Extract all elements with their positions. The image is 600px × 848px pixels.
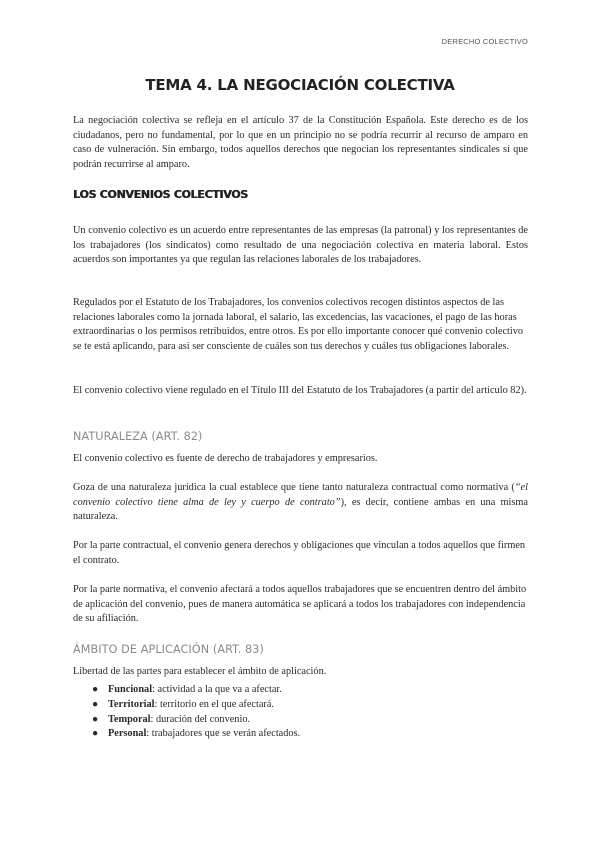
- page-title: TEMA 4. LA NEGOCIACIÓN COLECTIVA: [145, 76, 455, 94]
- list-item-term: Temporal: [108, 713, 151, 725]
- section-heading-convenios: LOS CONVENIOS COLECTIVOS: [73, 188, 248, 201]
- ambito-list: [92, 683, 300, 742]
- ambito-intro: [73, 665, 528, 680]
- naturaleza-p2-quote: “el convenio colectivo tiene alma de ley y cuerpo de contrato”: [73, 482, 528, 508]
- naturaleza-paragraph-2: [73, 481, 528, 525]
- convenios-paragraph-1: [73, 224, 528, 268]
- section-heading-ambito: ÁMBITO DE APLICACIÓN (ART. 83): [73, 643, 264, 656]
- running-header: DERECHO COLECTIVO: [441, 37, 528, 46]
- bullet-icon: ●: [92, 713, 99, 725]
- convenios-p2-text: Regulados por el Estatuto de los Trabajadores, los convenios colectivos recogen distintos aspectos de las relaciones laborales como la jornada laboral, el salario, las excedencias, las vacaciones, el pago de las horas extraordinarias o los permisos retribuidos, entre otros. Es por ello importante conocer qué convenio colectivo se te está aplicando, para así ser consciente de cuáles son tus derechos y cuáles tus obligaciones laborales.: [73, 297, 524, 352]
- naturaleza-p2-before: Goza de una naturaleza jurídica la cual establece que tiene tanto naturaleza contractual como normativa (: [73, 482, 515, 493]
- naturaleza-paragraph-1: [73, 452, 528, 467]
- list-item-desc: : territorio en el que afectará.: [154, 698, 275, 710]
- list-item-term: Personal: [108, 728, 147, 740]
- list-item-term: Territorial: [108, 698, 155, 710]
- ambito-intro-text: Libertad de las partes para establecer el ámbito de aplicación.: [73, 666, 327, 677]
- section-heading-naturaleza: NATURALEZA (ART. 82): [73, 430, 203, 443]
- convenios-paragraph-3: [73, 384, 528, 399]
- intro-text: La negociación colectiva se refleja en el artículo 37 de la Constitución Española. Este derecho es de los ciudadanos, pero no fundamental, por lo que en un principio no se podría recurrir al recurso de amparo en caso de vulneración. Sin embargo, todos aquellos derechos que negocian los representantes sindicales sí que podrán recurrirse al amparo.: [73, 115, 528, 170]
- naturaleza-p2-text: [73, 481, 528, 525]
- convenios-paragraph-2: [73, 296, 528, 354]
- naturaleza-p4-text: Por la parte normativa, el convenio afectará a todos aquellos trabajadores que se encuentren dentro del ámbito de aplicación del convenio, pues de manera automática se aplicará a todos los trabajadores con independencia de su afiliación.: [73, 584, 527, 625]
- list-item-desc: : trabajadores que se verán afectados.: [146, 728, 301, 740]
- bullet-icon: ●: [92, 728, 99, 740]
- convenios-p1-text: Un convenio colectivo es un acuerdo entre representantes de las empresas (la patronal) y los representantes de los trabajadores (los sindicatos) como resultado de una negociación colectiva en materia laboral. Estos acuerdos son importantes ya que regulan las relaciones laborales de los trabajadores.: [73, 225, 528, 266]
- list-item: [92, 698, 300, 713]
- bullet-icon: ●: [92, 698, 99, 710]
- intro-paragraph: [73, 114, 528, 172]
- list-item: [92, 683, 300, 698]
- naturaleza-p2-after: ), es decir, contiene ambas en una misma naturaleza.: [73, 496, 528, 523]
- naturaleza-p1-text: El convenio colectivo es fuente de derecho de trabajadores y empresarios.: [73, 453, 378, 464]
- list-item: [92, 713, 300, 728]
- list-item-term: Funcional: [108, 684, 153, 695]
- list-item-desc: : duración del convenio.: [150, 713, 251, 725]
- naturaleza-paragraph-4: [73, 583, 528, 627]
- list-item: [92, 727, 300, 742]
- naturaleza-paragraph-3: [73, 539, 528, 568]
- bullet-icon: ●: [92, 684, 99, 695]
- naturaleza-p3-text: Por la parte contractual, el convenio genera derechos y obligaciones que vinculan a todos aquellos que firmen el contrato.: [73, 540, 526, 566]
- convenios-p3-text: El convenio colectivo viene regulado en el Título III del Estatuto de los Trabajadores (a partir del artículo 82).: [73, 385, 527, 396]
- list-item-desc: : actividad a la que va a afectar.: [152, 684, 282, 695]
